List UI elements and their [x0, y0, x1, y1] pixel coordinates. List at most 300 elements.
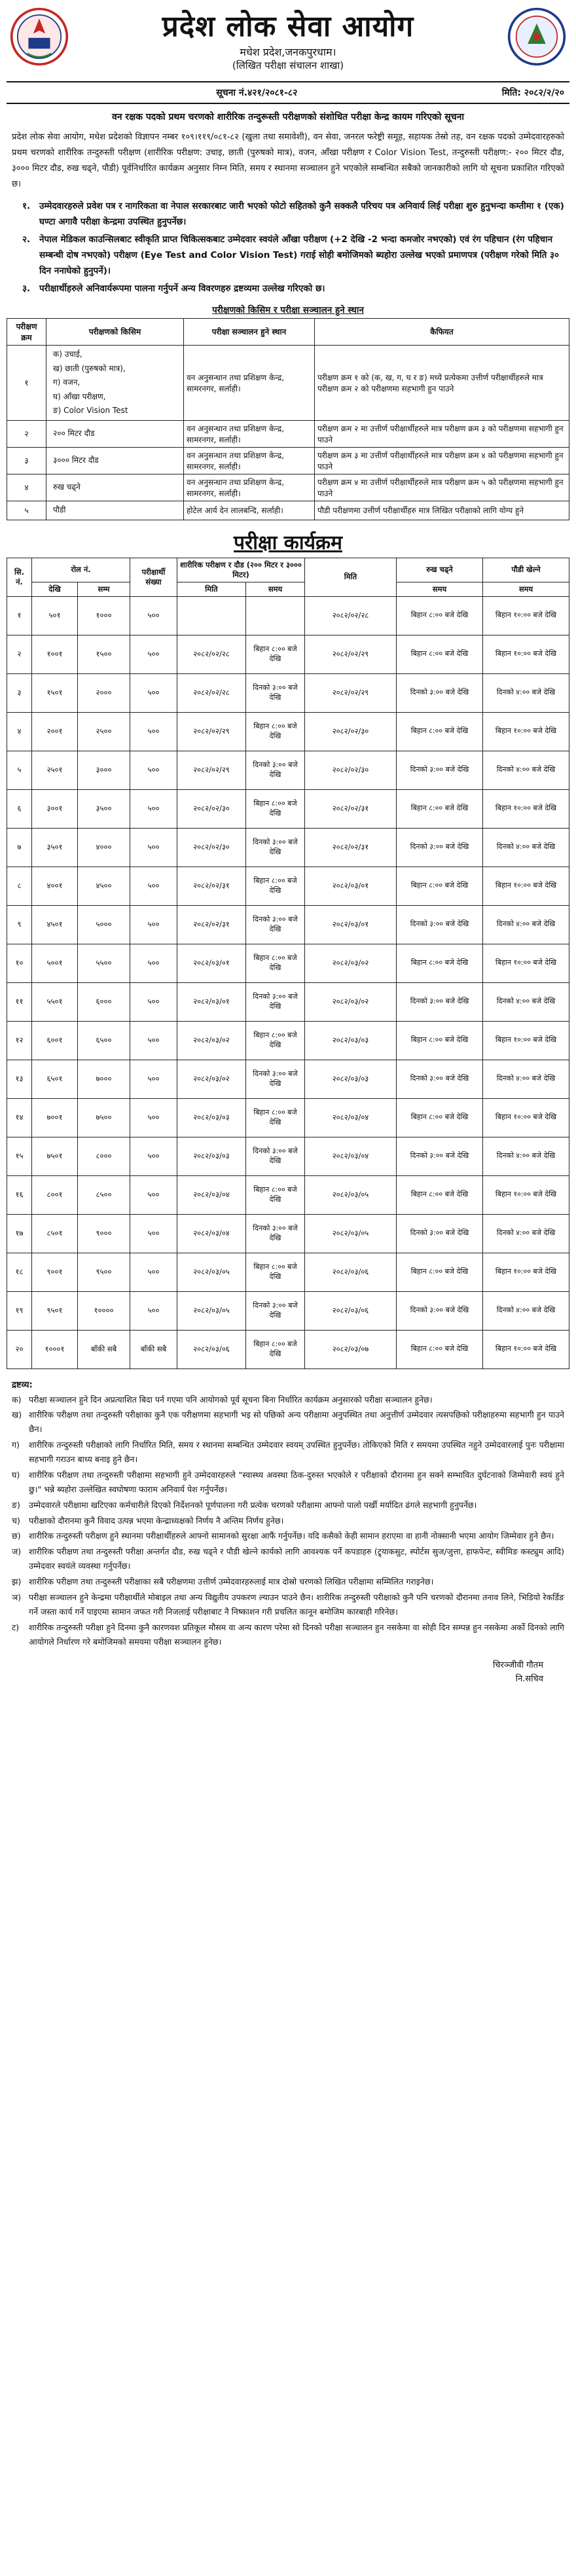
schedule-row	[7, 751, 569, 789]
physical-date: २०८२/०३/०१	[177, 944, 246, 982]
roll-from: ८५०१	[32, 1214, 78, 1253]
swim-time: बिहान १०:०० बजे देखि	[483, 596, 569, 635]
tree-swim-date: २०८२/०३/०१	[305, 905, 397, 944]
test-row	[7, 345, 569, 420]
note-label: झ)	[12, 1577, 22, 1586]
row-sn: १९	[7, 1291, 32, 1330]
test-remark: परीक्षण क्रम २ मा उत्तीर्ण परीक्षार्थीहरुले मात्र परीक्षण क्रम ३ को परीक्षणमा सहभागी हुन पाउने	[315, 420, 569, 447]
emblem-logo-left	[9, 7, 69, 67]
tree-swim-date: २०८२/०३/०२	[305, 944, 397, 982]
physical-date: २०८२/०३/०६	[177, 1330, 246, 1368]
note-label: छ)	[12, 1531, 21, 1541]
intro-paragraph: प्रदेश लोक सेवा आयोग, मधेश प्रदेशको विज्ञापन नम्बर १०९।११९/०८१-८२ (खुला तथा समावेशी), वन सेवा, जनरल फरेष्ट्री समूह, सहायक तेस्रो तह, वन रक्षक पदको उम्मेदवारहरुको प्रथम चरणको शारीरिक तन्दुरुस्ती परीक्षण (शारीरिक परीक्षण: उचाइ, छाती (पुरुषको मात्र), वजन, आँखा परीक्षण र Color Vision Test, तन्दुरुस्ती परीक्षण:- २०० मिटर दौड, ३००० मिटर दौड, रुख चढ्ने, पौडी) पूर्वनिर्धारित कार्यक्रम अनुसार निम्न मिति, समय र स्थानमा सञ्चालन हुने भएकोले सम्बन्धित सबैको जानकारीको लागि यो सूचना प्रकाशित गरिएको छ।	[12, 132, 564, 190]
notes-heading: द्रष्टव्य:	[12, 1380, 33, 1390]
signatory-title: नि.सचिव	[515, 1674, 543, 1685]
test-type-item: घ) आँखा परीक्षण,	[53, 391, 106, 401]
row-sn: २	[7, 635, 32, 673]
row-sn: १७	[7, 1214, 32, 1253]
tree-time: दिनको ३:०० बजे देखि	[397, 905, 483, 944]
test-types	[46, 501, 184, 520]
tree-swim-date: २०८२/०३/०७	[305, 1330, 397, 1368]
tree-time: बिहान ८:०० बजे देखि	[397, 1175, 483, 1214]
candidate-count: ५००	[130, 751, 177, 789]
col-physical-time: समय	[246, 582, 305, 596]
test-types	[46, 447, 184, 474]
test-type-item: ३००० मिटर दौड	[53, 456, 99, 465]
test-type-item: पौडी	[53, 505, 66, 514]
col-roll-to: सम्म	[78, 582, 130, 596]
physical-date: २०८२/०२/२९	[177, 751, 246, 789]
roll-from: १००१	[32, 635, 78, 673]
instruction-point: ३. परीक्षार्थीहरुले अनिवार्यरूपमा पालना गर्नुपर्ने अन्य विवरणहरु द्रष्टव्यमा उल्लेख गरिएको छ।	[22, 283, 325, 295]
note-label: च)	[12, 1515, 20, 1526]
physical-time	[246, 596, 305, 635]
note-label: ज)	[12, 1547, 22, 1557]
tree-swim-date: २०८२/०३/०६	[305, 1253, 397, 1291]
candidate-count: ५००	[130, 867, 177, 905]
tree-time: दिनको ३:०० बजे देखि	[397, 1291, 483, 1330]
roll-from: २५०१	[32, 751, 78, 789]
tree-time: दिनको ३:०० बजे देखि	[397, 1214, 483, 1253]
note-label: क)	[12, 1394, 22, 1404]
physical-time: बिहान ८:०० बजे देखि	[246, 944, 305, 982]
candidate-count: ५००	[130, 712, 177, 751]
tree-time: बिहान ८:०० बजे देखि	[397, 1253, 483, 1291]
roll-to: ५०००	[78, 905, 130, 944]
swim-time: बिहान १०:०० बजे देखि	[483, 1330, 569, 1368]
row-sn: ८	[7, 867, 32, 905]
tree-swim-date: २०८२/०३/०४	[305, 1098, 397, 1137]
candidate-count: ५००	[130, 1253, 177, 1291]
tree-swim-date: २०८२/०२/२९	[305, 673, 397, 712]
roll-to: बाँकी सबै	[78, 1330, 130, 1368]
test-place: वन अनुसन्धान तथा प्रशिक्षण केन्द्र, सामरनगर, सर्लाही।	[184, 447, 315, 474]
signatory-name: चिरञ्जीवी गौतम	[492, 1660, 543, 1671]
col-test-type: परीक्षणको किसिम	[46, 318, 184, 345]
swim-time: बिहान १०:०० बजे देखि	[483, 867, 569, 905]
tree-swim-date: २०८२/०२/२८	[305, 596, 397, 635]
row-sn: ५	[7, 751, 32, 789]
col-swim-time: समय	[483, 582, 569, 596]
row-sn: १०	[7, 944, 32, 982]
note-item	[12, 1545, 564, 1573]
row-sn: ४	[7, 712, 32, 751]
roll-to: ६५००	[78, 1021, 130, 1060]
schedule-row	[7, 712, 569, 751]
schedule-row	[7, 1214, 569, 1253]
notes-list	[12, 1393, 564, 1649]
col-roll: रोल नं.	[32, 558, 130, 582]
physical-date: २०८२/०२/३१	[177, 905, 246, 944]
test-remark: परीक्षण क्रम ३ मा उत्तीर्ण परीक्षार्थीहरुले मात्र परीक्षण क्रम ४ को परीक्षणमा सहभागी हुन पाउने	[315, 447, 569, 474]
schedule-row	[7, 1330, 569, 1368]
schedule-row	[7, 944, 569, 982]
tree-time: बिहान ८:०० बजे देखि	[397, 789, 483, 828]
schedule-row	[7, 905, 569, 944]
col-test-remark: कैफियत	[315, 318, 569, 345]
note-text: परीक्षा सञ्चालन हुने केन्द्रमा परीक्षार्थीले मोबाइल तथा अन्य विद्युतीय उपकरण ल्याउन पाउने छैन। शारीरिक तन्दुरुस्ती परीक्षाको कुनै पनि चरणको दौरानमा तनाव लिने, भिडियो रेकर्डिङ गर्ने जस्ता कार्य गर्ने पाइएमा सामान जफत गरी निजलाई परीक्षाबाट नै निष्काशन गरी प्रचलित कानून बमोजिम कारबाही गरिनेछ।	[29, 1592, 564, 1617]
test-row	[7, 420, 569, 447]
schedule-row	[7, 789, 569, 828]
tree-swim-date: २०८२/०२/३०	[305, 712, 397, 751]
notice-title: वन रक्षक पदको प्रथम चरणको शारीरिक तन्दुरूस्ती परीक्षणको संशोधित परीक्षा केन्द्र कायम गरिएको सूचना	[112, 112, 464, 122]
physical-time: बिहान ८:०० बजे देखि	[246, 1175, 305, 1214]
col-roll-from: देखि	[32, 582, 78, 596]
notice-number: सूचना नं.४२१/२०८१-८२	[216, 88, 298, 98]
note-text: शारीरिक परीक्षण तथा तन्दुरुस्ती परीक्षा अन्तर्गत दौड, रुख चढ्ने र पौडी खेल्ने कार्यको लागि आवश्यक पर्ने कपडाहरु (ट्र्याकसुट, स्पोर्टस सुज/जुत्ता, हाफपेन्ट, स्वीमिङ कस्ट्युम आदि) उम्मेदवार स्वयंले व्यवस्था गर्नुपर्नेछ।	[29, 1547, 564, 1571]
tree-swim-date: २०८२/०३/०४	[305, 1137, 397, 1175]
row-sn: १६	[7, 1175, 32, 1214]
physical-date: २०८२/०३/०२	[177, 1021, 246, 1060]
tree-time: बिहान ८:०० बजे देखि	[397, 867, 483, 905]
tree-time: दिनको ३:०० बजे देखि	[397, 673, 483, 712]
physical-time: दिनको ३:०० बजे देखि	[246, 673, 305, 712]
note-text: शारीरिक तन्दुरुस्ती परीक्षण हुने स्थानमा परीक्षार्थीहरुले आफ्नो सामानको सुरक्षा आफैं गर्नुपर्नेछ। यदि कसैको केही सामान हराएमा वा हानी नोक्सानी भएमा आयोग जिम्मेवार हुने छैन।	[29, 1531, 554, 1541]
physical-time: बिहान ८:०० बजे देखि	[246, 1253, 305, 1291]
col-test-place: परीक्षा सञ्चालन हुने स्थान	[184, 318, 315, 345]
note-label: ञ)	[12, 1592, 22, 1602]
test-row	[7, 474, 569, 501]
roll-from: ६५०१	[32, 1060, 78, 1098]
roll-from: ७५०१	[32, 1137, 78, 1175]
roll-to: १५००	[78, 635, 130, 673]
tree-swim-date: २०८२/०३/०३	[305, 1060, 397, 1098]
tree-swim-date: २०८२/०३/०३	[305, 1021, 397, 1060]
reference-bar	[7, 81, 569, 104]
roll-from: ९००१	[32, 1253, 78, 1291]
roll-to: ७५००	[78, 1098, 130, 1137]
row-sn: ३	[7, 673, 32, 712]
roll-from: ८००१	[32, 1175, 78, 1214]
test-remark: पौडी परीक्षणमा उत्तीर्ण परीक्षार्थीहरु मात्र लिखित परीक्षाको लागि योग्य हुने	[315, 501, 569, 520]
candidate-count: बाँकी सबै	[130, 1330, 177, 1368]
roll-to: ३०००	[78, 751, 130, 789]
section-name: (लिखित परीक्षा संचालन शाखा)	[232, 60, 344, 71]
tree-time: दिनको ३:०० बजे देखि	[397, 1137, 483, 1175]
swim-time: दिनको ४:०० बजे देखि	[483, 1137, 569, 1175]
roll-from: ४००१	[32, 867, 78, 905]
physical-time: बिहान ८:०० बजे देखि	[246, 1330, 305, 1368]
note-item	[12, 1575, 564, 1589]
note-item	[12, 1498, 564, 1512]
roll-to: १००००	[78, 1291, 130, 1330]
test-type-item: रुख चढ्ने	[53, 482, 81, 492]
roll-from: ३५०१	[32, 828, 78, 867]
note-item	[12, 1620, 564, 1649]
swim-time: दिनको ४:०० बजे देखि	[483, 1060, 569, 1098]
roll-to: १०००	[78, 596, 130, 635]
swim-time: दिनको ४:०० बजे देखि	[483, 1291, 569, 1330]
roll-to: २५००	[78, 712, 130, 751]
tree-time: दिनको ३:०० बजे देखि	[397, 751, 483, 789]
col-date2: मिति	[305, 558, 397, 596]
tree-time: दिनको ३:०० बजे देखि	[397, 828, 483, 867]
schedule-row	[7, 867, 569, 905]
note-label: ङ)	[12, 1499, 20, 1510]
candidate-count: ५००	[130, 789, 177, 828]
roll-from: ५०१	[32, 596, 78, 635]
candidate-count: ५००	[130, 1098, 177, 1137]
physical-time: बिहान ८:०० बजे देखि	[246, 712, 305, 751]
swim-time: दिनको ४:०० बजे देखि	[483, 751, 569, 789]
test-types	[46, 420, 184, 447]
col-test-order: परीक्षण क्रम	[7, 318, 46, 345]
note-text: परीक्षाको दौरानमा कुनै विवाद उत्पन्न भएमा केन्द्राध्यक्षको निर्णय नै अन्तिम निर्णय हुनेछ।	[29, 1515, 284, 1526]
schedule-table	[7, 558, 569, 1369]
physical-date: २०८२/०३/०३	[177, 1137, 246, 1175]
schedule-row	[7, 1060, 569, 1098]
candidate-count: ५००	[130, 944, 177, 982]
physical-date: २०८२/०२/२८	[177, 635, 246, 673]
physical-date: २०८२/०२/२९	[177, 712, 246, 751]
physical-time: बिहान ८:०० बजे देखि	[246, 789, 305, 828]
tree-time: दिनको ३:०० बजे देखि	[397, 1060, 483, 1098]
schedule-row	[7, 635, 569, 673]
roll-to: ६०००	[78, 982, 130, 1021]
test-table-caption: परीक्षणको किसिम र परीक्षा सञ्चालन हुने स्थान	[212, 304, 364, 315]
schedule-row	[7, 1253, 569, 1291]
physical-time: दिनको ३:०० बजे देखि	[246, 1137, 305, 1175]
physical-date: २०८२/०२/३१	[177, 867, 246, 905]
tree-time: दिनको ३:०० बजे देखि	[397, 982, 483, 1021]
header	[7, 4, 569, 81]
physical-time: बिहान ८:०० बजे देखि	[246, 1098, 305, 1137]
test-types	[46, 474, 184, 501]
note-item	[12, 1529, 564, 1543]
swim-time: बिहान १०:०० बजे देखि	[483, 635, 569, 673]
tree-swim-date: २०८२/०२/३१	[305, 789, 397, 828]
tree-swim-date: २०८२/०३/०२	[305, 982, 397, 1021]
roll-from: ९५०१	[32, 1291, 78, 1330]
test-type-item: ङ) Color Vision Test	[53, 406, 128, 416]
note-text: शारीरिक तन्दुरुस्ती परीक्षा हुने दिनमा कुनै कारणवश प्रतिकूल मौसम वा अन्य कारण परेमा सो दिनको परीक्षा सञ्चालन हुन नसकेमा वा सोही दिन सम्पन्न हुन नसकेमा अर्को दिनको लागि आयोगले निर्धारण गरे बमोजिमको समयमा परीक्षा सञ्चालन हुनेछ।	[29, 1622, 564, 1647]
physical-time: दिनको ३:०० बजे देखि	[246, 982, 305, 1021]
roll-to: ४०००	[78, 828, 130, 867]
candidate-count: ५००	[130, 1060, 177, 1098]
note-text: शारीरिक तन्दुरुस्ती परीक्षाको लागि निर्धारित मिति, समय र स्थानमा सम्बन्धित उम्मेदवार स्वयम् उपस्थित हुनुपर्नेछ। तोकिएको मिति र समयमा उपस्थित नहुने उम्मेदवारलाई पुनः परीक्षामा सहभागी गराउन बाध्य बनाइ हुने छैन।	[29, 1440, 564, 1464]
tree-swim-date: २०८२/०२/२९	[305, 635, 397, 673]
row-sn: १	[7, 596, 32, 635]
roll-from: ५००१	[32, 944, 78, 982]
candidate-count: ५००	[130, 673, 177, 712]
row-sn: ७	[7, 828, 32, 867]
row-sn: ९	[7, 905, 32, 944]
physical-date: २०८२/०३/०४	[177, 1214, 246, 1253]
swim-time: बिहान १०:०० बजे देखि	[483, 1175, 569, 1214]
test-place: वन अनुसन्धान तथा प्रशिक्षण केन्द्र, सामरनगर, सर्लाही।	[184, 474, 315, 501]
row-sn: २०	[7, 1330, 32, 1368]
test-place: होटेल आर्य देन लालबन्दि, सर्लाही।	[184, 501, 315, 520]
physical-time: दिनको ३:०० बजे देखि	[246, 828, 305, 867]
candidate-count: ५००	[130, 1175, 177, 1214]
note-item	[12, 1408, 564, 1437]
tree-swim-date: २०८२/०३/०६	[305, 1291, 397, 1330]
candidate-count: ५००	[130, 905, 177, 944]
roll-to: ८५००	[78, 1175, 130, 1214]
col-swim: पौडी खेल्ने	[483, 558, 569, 582]
roll-from: ६००१	[32, 1021, 78, 1060]
test-order: १	[7, 345, 46, 420]
swim-time: बिहान १०:०० बजे देखि	[483, 789, 569, 828]
test-row	[7, 501, 569, 520]
schedule-row	[7, 1291, 569, 1330]
test-type-item: ख) छाती (पुरुषको मात्र),	[53, 363, 126, 373]
physical-time: बिहान ८:०० बजे देखि	[246, 1021, 305, 1060]
tree-swim-date: २०८२/०२/३१	[305, 828, 397, 867]
notice-page	[7, 0, 569, 1687]
swim-time: दिनको ४:०० बजे देखि	[483, 673, 569, 712]
roll-from: १०००१	[32, 1330, 78, 1368]
note-item	[12, 1393, 564, 1407]
test-order: ३	[7, 447, 46, 474]
roll-to: ७०००	[78, 1060, 130, 1098]
test-order: ५	[7, 501, 46, 520]
notice-date: मिति: २०८२/२/२०	[501, 88, 564, 98]
note-text: शारीरिक परीक्षण तथा तन्दुरुस्ती परीक्षाका कुनै एक परीक्षणमा सहभागी भइ सो पछिको अन्य परीक्षामा अनुपस्थित तथा अनुत्तीर्ण उम्मेदवार त्यसपछिको परीक्षाहरुमा सहभागी हुन पाउने छैन।	[29, 1410, 564, 1435]
note-text: शारीरिक परीक्षण तथा तन्दुरुस्ती परीक्षाका सबै परीक्षणमा उत्तीर्ण उम्मेदवारहरुलाई मात्र दोस्रो चरणको लिखित परीक्षामा सम्मिलित गराइनेछ।	[29, 1577, 434, 1586]
candidate-count: ५००	[130, 1021, 177, 1060]
roll-from: १५०१	[32, 673, 78, 712]
row-sn: ६	[7, 789, 32, 828]
physical-date: २०८२/०२/२८	[177, 673, 246, 712]
schedule-title: परीक्षा कार्यक्रम	[234, 531, 342, 554]
test-order: २	[7, 420, 46, 447]
roll-to: ९०००	[78, 1214, 130, 1253]
col-tree-time: समय	[397, 582, 483, 596]
schedule-row	[7, 673, 569, 712]
roll-from: ३००१	[32, 789, 78, 828]
commission-title: प्रदेश लोक सेवा आयोग	[162, 10, 414, 43]
roll-to: ३५००	[78, 789, 130, 828]
roll-from: ७००१	[32, 1098, 78, 1137]
instruction-point: १. उम्मेदवारहरुले प्रवेश पत्र र नागरिकता वा नेपाल सरकारबाट जारी भएको फोटो सहितको कुनै सक्कलै परिचय पत्र अनिवार्य लिई परीक्षा शुरु हुनुभन्दा कम्तीमा १ (एक) घण्टा अगावै परीक्षा केन्द्रमा उपस्थित हुनुपर्नेछ।	[22, 201, 564, 227]
note-item	[12, 1438, 564, 1467]
signature-block	[7, 1659, 543, 1687]
candidate-count: ५००	[130, 982, 177, 1021]
candidate-count: ५००	[130, 635, 177, 673]
note-label: घ)	[12, 1469, 20, 1480]
row-sn: १८	[7, 1253, 32, 1291]
physical-date: २०८२/०३/०३	[177, 1098, 246, 1137]
emblem-logo-right	[507, 7, 567, 67]
swim-time: दिनको ४:०० बजे देखि	[483, 1214, 569, 1253]
candidate-count: ५००	[130, 1214, 177, 1253]
physical-date: २०८२/०३/०५	[177, 1291, 246, 1330]
roll-to: ९५००	[78, 1253, 130, 1291]
note-item	[12, 1514, 564, 1528]
physical-date	[177, 596, 246, 635]
swim-time: बिहान १०:०० बजे देखि	[483, 1021, 569, 1060]
col-tree: रुख चढ्ने	[397, 558, 483, 582]
candidate-count: ५००	[130, 1137, 177, 1175]
col-physical: शारीरिक परीक्षण र दौड (२०० मिटर र ३००० मिटर)	[177, 558, 305, 582]
instruction-point: २. नेपाल मेडिकल काउन्सिलबाट स्वीकृति प्राप्त चिकित्सकबाट उम्मेदवार स्वयंले आँखा परीक्षण (+2 देखि -2 भन्दा कमजोर नभएको) एवं रंग पहिचान (रंग पहिचान सम्बन्धी दोष नभएको) परीक्षण (Eye Test and Color Vision Test) गराई सोही बमोजिमको ब्यहोरा उल्लेख भएको प्रमाणपत्र (परीक्षण गरेको मिति ३० दिन ननाघेको हुनुपर्ने)।	[22, 234, 560, 276]
note-label: ग)	[12, 1440, 20, 1450]
note-text: उम्मेदवारले परीक्षामा खटिएका कर्मचारीले दिएको निर्देशनको पूर्णपालना गरी प्रत्येक चरणको परीक्षामा आफ्नो पालो पर्खी मर्यादित ढंगले सहभागी हुनुपर्नेछ।	[29, 1499, 477, 1510]
tree-time: बिहान ८:०० बजे देखि	[397, 712, 483, 751]
physical-date: २०८२/०३/०५	[177, 1253, 246, 1291]
col-sn: सि. नं.	[7, 558, 32, 596]
candidate-count: ५००	[130, 828, 177, 867]
physical-date: २०८२/०३/०४	[177, 1175, 246, 1214]
schedule-row	[7, 1098, 569, 1137]
tree-swim-date: २०८२/०३/०५	[305, 1214, 397, 1253]
schedule-row	[7, 828, 569, 867]
note-text: शारीरिक परीक्षण तथा तन्दुरुस्ती परीक्षामा सहभागी हुने उम्मेदवारहरुले "स्वास्थ्य अवस्था ठिक-दुरुस्त भएकोले र परीक्षाको दौरानमा हुन सक्ने सम्भावित दुर्घटनाको जिम्मेवारी स्वयं हुने छु।" भन्ने ब्यहोरा उल्लेखित स्वघोषणा फाराम अनिवार्य पेश गर्नुपर्नेछ।	[29, 1469, 564, 1494]
swim-time: बिहान १०:०० बजे देखि	[483, 1253, 569, 1291]
candidate-count: ५००	[130, 1291, 177, 1330]
swim-time: बिहान १०:०० बजे देखि	[483, 944, 569, 982]
tree-time: बिहान ८:०० बजे देखि	[397, 1330, 483, 1368]
roll-to: २०००	[78, 673, 130, 712]
note-text: परीक्षा सञ्चालन हुने दिन अप्रत्याशित बिदा पर्न गएमा पनि आयोगको पूर्व सूचना बिना निर्धारित कार्यक्रम अनुसारको परीक्षा सञ्चालन हुनेछ।	[29, 1394, 433, 1404]
note-label: ट)	[12, 1622, 20, 1632]
physical-date: २०८२/०३/०२	[177, 1060, 246, 1098]
test-place: वन अनुसन्धान तथा प्रशिक्षण केन्द्र, सामरनगर, सर्लाही।	[184, 345, 315, 420]
tree-time: बिहान ८:०० बजे देखि	[397, 1098, 483, 1137]
schedule-row	[7, 1137, 569, 1175]
schedule-row	[7, 982, 569, 1021]
test-order: ४	[7, 474, 46, 501]
tree-time: बिहान ८:०० बजे देखि	[397, 635, 483, 673]
physical-time: दिनको ३:०० बजे देखि	[246, 1291, 305, 1330]
instruction-points	[22, 199, 564, 297]
roll-from: ४५०१	[32, 905, 78, 944]
test-types	[46, 345, 184, 420]
physical-time: बिहान ८:०० बजे देखि	[246, 867, 305, 905]
tree-time: बिहान ८:०० बजे देखि	[397, 944, 483, 982]
row-sn: १३	[7, 1060, 32, 1098]
physical-time: बिहान ८:०० बजे देखि	[246, 635, 305, 673]
test-row	[7, 447, 569, 474]
schedule-row	[7, 596, 569, 635]
row-sn: १५	[7, 1137, 32, 1175]
test-type-item: ग) वजन,	[53, 378, 81, 387]
province-name: मधेश प्रदेश,जनकपुरधाम।	[240, 46, 336, 58]
note-item	[12, 1468, 564, 1497]
test-place: वन अनुसन्धान तथा प्रशिक्षण केन्द्र, सामरनगर, सर्लाही।	[184, 420, 315, 447]
physical-date: २०८२/०२/३०	[177, 828, 246, 867]
roll-from: २००१	[32, 712, 78, 751]
roll-from: ५५०१	[32, 982, 78, 1021]
candidate-count: ५००	[130, 596, 177, 635]
test-type-item: क) उचाई,	[53, 349, 82, 359]
col-physical-date: मिति	[177, 582, 246, 596]
tree-swim-date: २०८२/०३/०५	[305, 1175, 397, 1214]
physical-time: दिनको ३:०० बजे देखि	[246, 751, 305, 789]
physical-time: दिनको ३:०० बजे देखि	[246, 1214, 305, 1253]
row-sn: ११	[7, 982, 32, 1021]
note-item	[12, 1590, 564, 1619]
tree-swim-date: २०८२/०३/०१	[305, 867, 397, 905]
tree-time: बिहान ८:०० बजे देखि	[397, 596, 483, 635]
physical-time: दिनको ३:०० बजे देखि	[246, 1060, 305, 1098]
note-label: ख)	[12, 1410, 22, 1420]
test-type-table	[7, 318, 569, 520]
swim-time: दिनको ४:०० बजे देखि	[483, 905, 569, 944]
swim-time: बिहान १०:०० बजे देखि	[483, 1098, 569, 1137]
test-type-item: २०० मिटर दौड	[53, 429, 95, 438]
swim-time: दिनको ४:०० बजे देखि	[483, 828, 569, 867]
roll-to: ५५००	[78, 944, 130, 982]
test-remark: परीक्षण क्रम ४ मा उत्तीर्ण परीक्षार्थीहरुले मात्र परीक्षण क्रम ५ को परीक्षणमा सहभागी हुन पाउने	[315, 474, 569, 501]
row-sn: १२	[7, 1021, 32, 1060]
physical-date: २०८२/०३/०१	[177, 982, 246, 1021]
test-remark: परीक्षण क्रम १ को (क, ख, ग, घ र ङ) मध्ये प्रत्येकमा उत्तीर्ण परीक्षार्थीहरुले मात्र परीक्षण क्रम २ को परीक्षणमा सहभागी हुन पाउने	[315, 345, 569, 420]
row-sn: १४	[7, 1098, 32, 1137]
roll-to: ४५००	[78, 867, 130, 905]
schedule-row	[7, 1175, 569, 1214]
